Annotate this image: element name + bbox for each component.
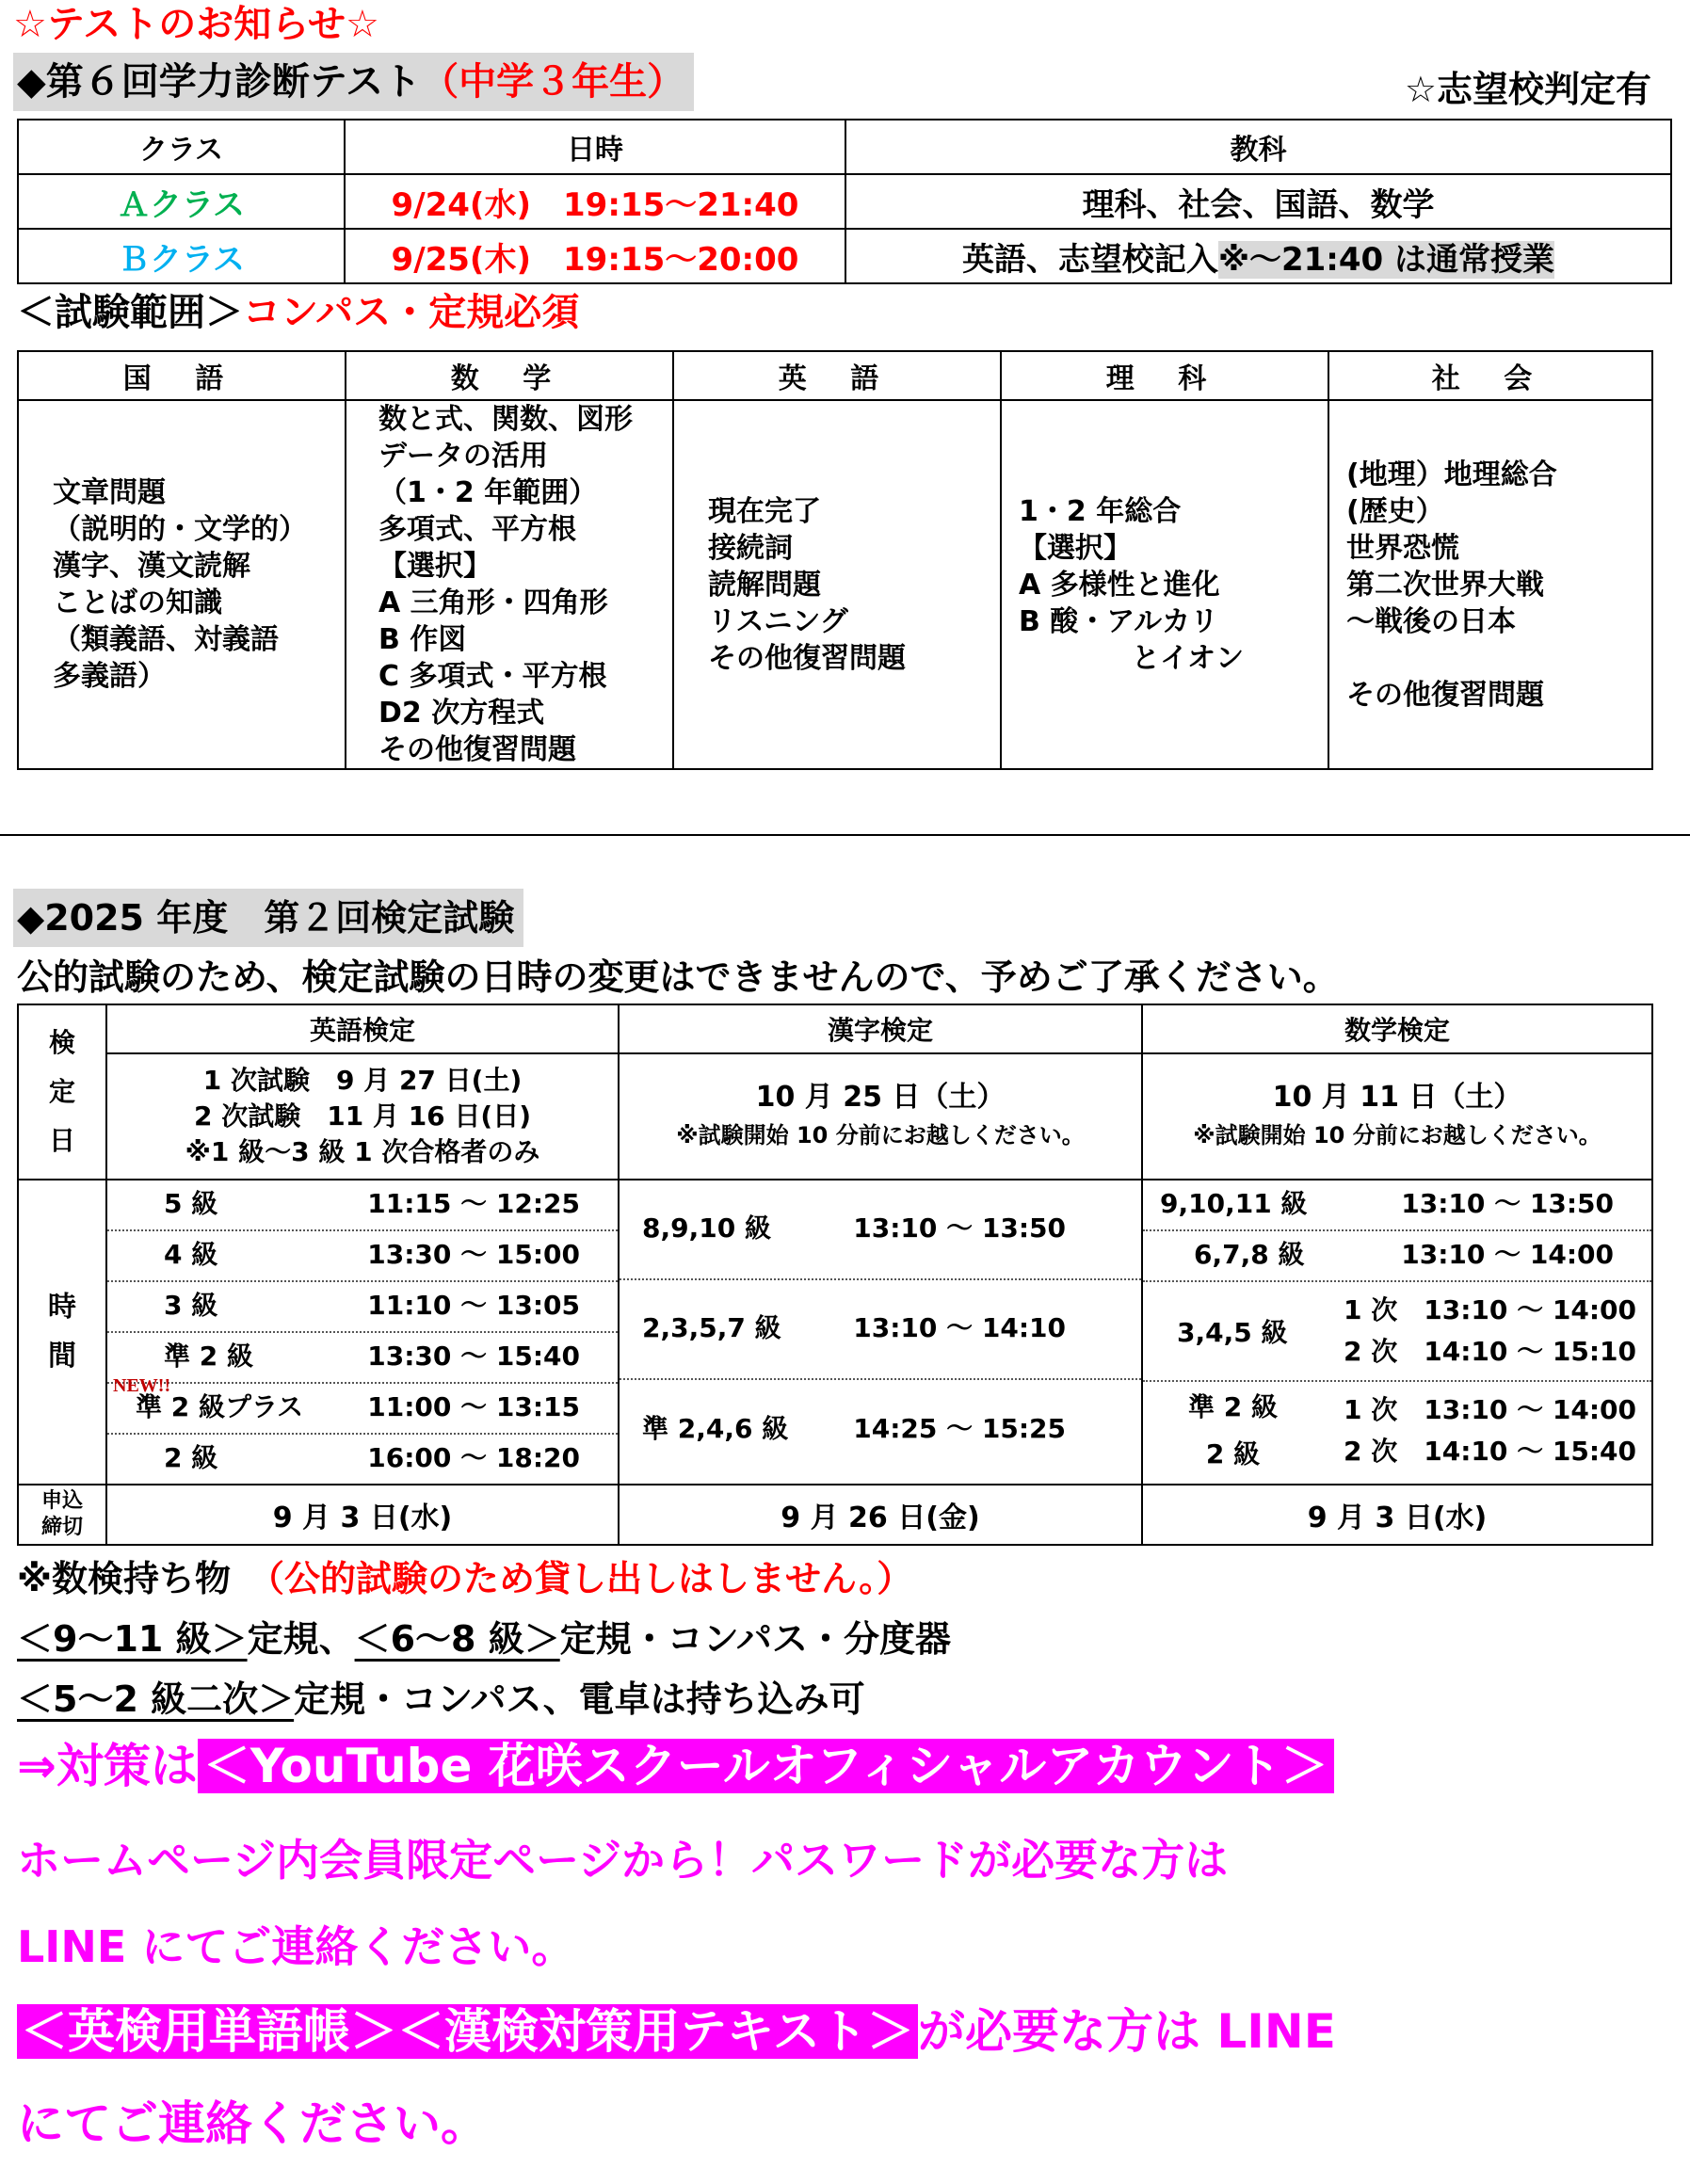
- kanken-row: 8,9,10 級 13:10 ～ 13:50: [620, 1180, 1141, 1280]
- deadline-kanken: 9 月 26 日(金): [619, 1485, 1142, 1545]
- date-suken: 10 月 11 日（土） ※試験開始 10 分前にお越しください。: [1142, 1053, 1652, 1180]
- deadline-suken: 9 月 3 日(水): [1142, 1485, 1652, 1545]
- kentei-title: ◆2025 年度 第２回検定試験: [13, 889, 523, 947]
- eiken-row: NEW!! 準 2 級プラス 11:00 ～ 13:15: [107, 1384, 618, 1435]
- row-label-date: 検定日: [18, 1004, 106, 1180]
- new-badge: NEW!!: [113, 1375, 171, 1396]
- range-japanese: 文章問題 （説明的・文学的） 漢字、漢文読解 ことばの知識 （類義語、対義語 多義語）: [18, 400, 346, 769]
- kentei-table: [17, 1004, 1653, 1546]
- eiken-row: 5 級 11:15 ～ 12:25: [107, 1180, 618, 1231]
- promo-line5: にてご連絡ください。: [17, 2096, 488, 2151]
- deadline-eiken: 9 月 3 日(水): [106, 1485, 619, 1545]
- date-eiken: 1 次試験 9 月 27 日(土) 2 次試験 11 月 16 日(日) ※1 級～3 級 1 次合格者のみ: [106, 1053, 619, 1180]
- eiken-row: 3 級 11:10 ～ 13:05: [107, 1282, 618, 1333]
- range-english: 現在完了 接続詞 読解問題 リスニング その他復習問題: [673, 400, 1001, 769]
- range-h-math: 数 学: [346, 351, 673, 400]
- divider: [0, 834, 1690, 836]
- eiken-row: 準 2 級 13:30 ～ 15:40: [107, 1333, 618, 1384]
- h-kanken: 漢字検定: [619, 1004, 1142, 1053]
- col-subject: 教科: [845, 120, 1671, 174]
- range-math: 数と式、関数、図形 データの活用 （1・2 年範囲） 多項式、平方根 【選択】 A 三角形・四角形 B 作図 C 多項式・平方根 D2 次方程式 その他復習問題: [346, 400, 673, 769]
- kentei-notice: 公的試験のため、検定試験の日時の変更はできませんので、予めご了承ください。: [17, 956, 1339, 998]
- kanken-row: 2,3,5,7 級 13:10 ～ 14:10: [620, 1280, 1141, 1380]
- range-h-science: 理 科: [1001, 351, 1328, 400]
- suken-row: 準 2 級 2 級 1 次 13:10 ～ 14:00 2 次 14:10 ～ 15:40: [1188, 1391, 1636, 1469]
- suken-times: [1142, 1180, 1652, 1485]
- range-h-social: 社 会: [1328, 351, 1652, 400]
- kentei-header: [13, 889, 523, 947]
- promo-line2: ホームページ内会員限定ページから！パスワードが必要な方は: [17, 1835, 1229, 1886]
- eiken-row: 4 級 13:30 ～ 15:00: [107, 1231, 618, 1282]
- promo-line3: LINE にてご連絡ください。: [17, 1921, 575, 1972]
- eiken-row: 2 級 16:00 ～ 18:20: [164, 1442, 580, 1473]
- promo-line4: ＜英検用単語帳＞＜漢検対策用テキスト＞が必要な方は LINE: [17, 1994, 1336, 2069]
- range-social: (地理）地理総合 (歴史） 世界恐慌 第二次世界大戦 ～戦後の日本 その他復習問題: [1328, 400, 1652, 769]
- range-table: [17, 350, 1653, 770]
- datetime-b: 9/25(木) 19:15～20:00: [345, 229, 845, 283]
- datetime-a: 9/24(水) 19:15～21:40: [345, 174, 845, 229]
- suken-items-line2: ＜5～2 級二次＞定規・コンパス、電卓は持ち込み可: [17, 1678, 865, 1720]
- row-label-deadline: 申込締切: [18, 1485, 106, 1545]
- section1-title: ◆第６回学力診断テスト（中学３年生）: [13, 53, 694, 111]
- page-title: ☆テストのお知らせ☆: [13, 3, 379, 46]
- promo-line1: ⇒対策は ＜YouTube 花咲スクールオフィシャルアカウント＞: [17, 1728, 1334, 1804]
- range-h-japanese: 国 語: [18, 351, 346, 400]
- class-b: Ｂクラス: [18, 229, 345, 283]
- row-label-time: 時間: [18, 1180, 106, 1485]
- section1-note: ☆志望校判定有: [1404, 69, 1651, 110]
- suken-items-line1: ＜9～11 級＞定規、＜6～8 級＞定規・コンパス・分度器: [17, 1618, 952, 1660]
- suken-items: ※数検持ち物 （公的試験のため貸し出しはしません。）: [17, 1558, 913, 1599]
- range-h-english: 英 語: [673, 351, 1001, 400]
- h-suken: 数学検定: [1142, 1004, 1652, 1053]
- class-a: Ａクラス: [18, 174, 345, 229]
- subjects-a: 理科、社会、国語、数学: [845, 174, 1671, 229]
- subjects-b: 英語、志望校記入※～21:40 は通常授業: [845, 229, 1671, 283]
- schedule-table: [17, 119, 1672, 284]
- suken-row: 9,10,11 級 13:10 ～ 13:50: [1143, 1180, 1651, 1231]
- col-class: クラス: [18, 120, 345, 174]
- date-kanken: 10 月 25 日（土） ※試験開始 10 分前にお越しください。: [619, 1053, 1142, 1180]
- eiken-times: [106, 1180, 619, 1485]
- section1-header: [13, 53, 1680, 115]
- range-label: ＜試験範囲＞コンパス・定規必須: [17, 291, 580, 334]
- h-eiken: 英語検定: [106, 1004, 619, 1053]
- suken-row: 6,7,8 級 13:10 ～ 14:00: [1143, 1231, 1651, 1282]
- kanken-times: [619, 1180, 1142, 1485]
- range-science: 1・2 年総合 【選択】 A 多様性と進化 B 酸・アルカリ とイオン: [1001, 400, 1328, 769]
- suken-row: 3,4,5 級 1 次 13:10 ～ 14:00 2 次 14:10 ～ 15:10: [1143, 1282, 1651, 1382]
- col-datetime: 日時: [345, 120, 845, 174]
- section1-grade: （中学３年生）: [421, 60, 685, 104]
- kanken-row: 準 2,4,6 級 14:25 ～ 15:25: [642, 1413, 1066, 1444]
